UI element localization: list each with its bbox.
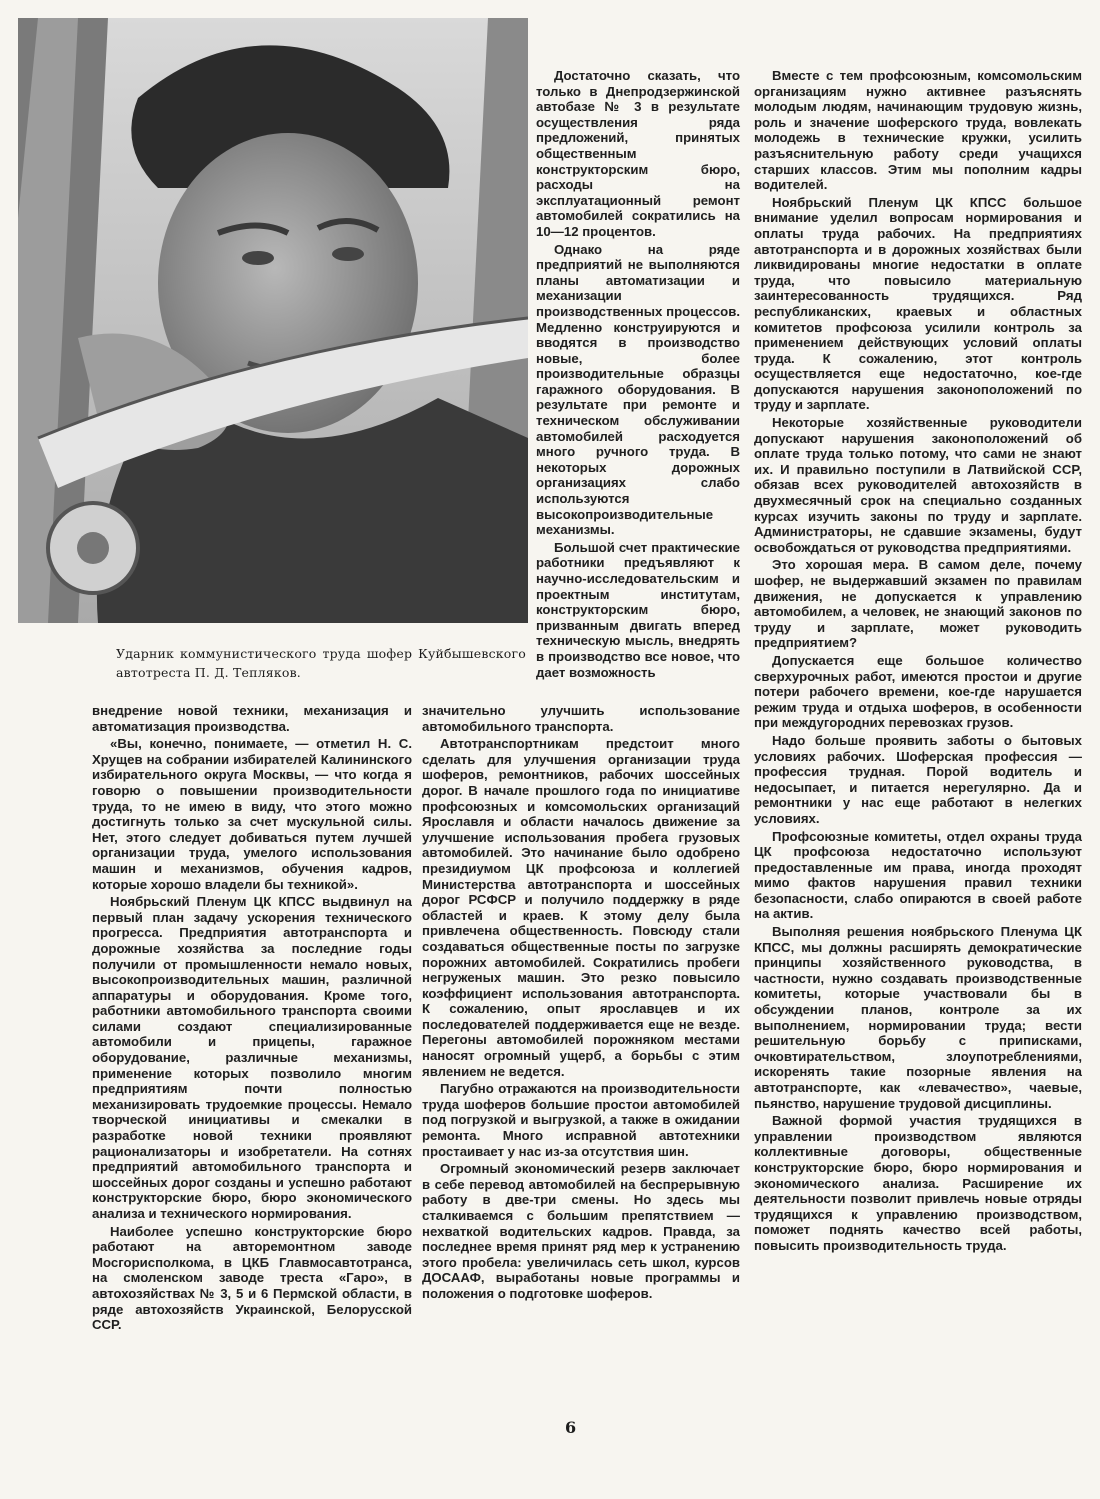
- paragraph: Выполняя решения ноябрьского Пленума ЦК КПСС, мы должны расширять демократические принципы хозяйственного руководства, в частности, нужно создавать производственные комитеты, которые участвовали бы в обсуждении планов, контроле за их выполнением, нормировании труда; вести решительную борьбу с приписками, очковтирательством, злоупотреблениями, искоренять такие позорные явления на автотранспорте, как «левачество», чаевые, пьянство, нарушение трудовой дисциплины.: [754, 924, 1082, 1111]
- paragraph: Ноябрьский Пленум ЦК КПСС большое внимание уделил вопросам нормирования и оплаты труда рабочих. На предприятиях автотранспорта и в дорожных хозяйствах были ликвидированы многие недостатки в оплате труда, что повысило материальную заинтересованность трудящихся. Ряд республиканских, краевых и областных комитетов профсоюза усилили контроль за применением действующих условий оплаты труда. К сожалению, этот контроль осуществляется еще недостаточно, кое-где допускаются нарушения законоположений по труду и зарплате.: [754, 194, 1082, 413]
- paragraph: Наиболее успешно конструкторские бюро работают на авторемонтном заводе Мосгорисполкома, в ЦКБ Главмосавтотранса, на смоленском заводе треста «Гаро», в автохозяйствах № 3, 5 и 6 Пермской области, в ряде автохозяйств Украинской, Белорусской ССР.: [92, 1223, 412, 1333]
- paragraph: Вместе с тем профсоюзным, комсомольским организациям нужно активнее разъяснять молодым людям, начинающим трудовую жизнь, роль и значение шоферского труда, вовлекать молодежь в технические кружки, усилить разъяснительную работу среди учащихся старших классов. Этим мы пополним кадры водителей.: [754, 68, 1082, 193]
- text-column-1: [92, 703, 412, 1335]
- paragraph: Допускается еще большое количество сверхурочных работ, имеются простои и другие потери рабочего времени, кое-где нарушается режим труда и отдыха шоферов, в особенности при междугородних перевозках грузов.: [754, 652, 1082, 731]
- text-column-3: [754, 68, 1082, 1256]
- paragraph: внедрение новой техники, механизация и автоматизация производства.: [92, 703, 412, 734]
- text-column-2-top: [536, 68, 740, 682]
- text-column-2-bottom: [422, 703, 740, 1304]
- paragraph: Ноябрьский Пленум ЦК КПСС выдвинул на первый план задачу ускорения технического прогресса. Предприятия автотранспорта и дорожные хозяйства за последние годы получили от промышленности немало новых, высокопроизводительных машин, различной аппаратуры и оборудования. Кроме того, работники автомобильного транспорта своими силами создают специализированные автомобили и прицепы, гаражное оборудование, различные механизмы, применение которых позволило многим предприятиям почти полностью механизировать трудоемкие процессы. Немало творческой инициативы и смекалки в разработке новой техники проявляют рационализаторы и изобретатели. На сотнях предприятий автомобильного транспорта и шоссейных дорог созданы и успешно работают конструкторские бюро, бюро экономического анализа и технического нормирования.: [92, 894, 412, 1221]
- paragraph: Важной формой участия трудящихся в управлении производством являются коллективные договоры, общественные конструкторские бюро, бюро нормирования и экономического анализа. Расширение их деятельности позволит привлечь новые отряды трудящихся к управлению производством, поможет поднять качество всей работы, повысить производительность труда.: [754, 1113, 1082, 1253]
- paragraph: Это хорошая мера. В самом деле, почему шофер, не выдержавший экзамен по правилам движения, не допускается к управлению автомобилем, а человек, не знающий законов по труду и зарплате, может руководить предприятием?: [754, 557, 1082, 651]
- driver-photo: [18, 18, 528, 623]
- driver-photo-illustration: [18, 18, 528, 623]
- page-number: 6: [565, 1418, 577, 1437]
- paragraph: Надо больше проявить заботы о бытовых условиях рабочих. Шоферская профессия — профессия трудная. Порой водитель и недосыпает, и питается нерегулярно. Да и ремонтники у нас еще работают в нелегких условиях.: [754, 732, 1082, 826]
- paragraph: Достаточно сказать, что только в Днепродзержинской автобазе № 3 в результате осуществления ряда предложений, принятых общественным конструкторским бюро, расходы на эксплуатационный ремонт автомобилей сократились на 10—12 процентов.: [536, 68, 740, 239]
- paragraph: значительно улучшить использование автомобильного транспорта.: [422, 703, 740, 734]
- photo-caption: [116, 644, 526, 682]
- caption-text: Ударник коммунистического труда шофер Куйбышевского автотреста П. Д. Тепляков.: [116, 646, 526, 680]
- paragraph: Некоторые хозяйственные руководители допускают нарушения законоположений об оплате труда только потому, что сами не знают их. И правильно поступили в Латвийской ССР, обязав всех руководителей автохозяйств в двухмесячный срок на специально созданных курсах изучить законы по труду и зарплате. Администраторы, не сдавшие экзамены, будут освобождаться от руководства предприятиями.: [754, 415, 1082, 555]
- paragraph: Большой счет практические работники предъявляют к научно-исследовательским и проектным институтам, конструкторским бюро, призванным двигать вперед техническую мысль, внедрять в производство все новое, что дает возможность: [536, 539, 740, 680]
- paragraph: Огромный экономический резерв заключает в себе перевод автомобилей на беспрерывную работу в две-три смены. Но здесь мы сталкиваемся с большим препятствием — нехваткой водительских кадров. Правда, за последнее время принят ряд мер к устранению этого пробела: увеличилась сеть школ, курсов ДОСААФ, выработаны новые программы и положения о подготовке шоферов.: [422, 1161, 740, 1301]
- paragraph: Автотранспортникам предстоит много сделать для улучшения организации труда шоферов, ремонтников, рабочих шоссейных дорог. В начале прошлого года по инициативе профсоюзных и комсомольских организаций Ярославля и области началось движение за улучшение использования пробега грузовых автомобилей. Это начинание было одобрено президиумом ЦК профсоюза и коллегией Министерства автотранспорта и шоссейных дорог РСФСР и получило поддержку в ряде областей и краев. К этому делу была привлечена общественность. Повсюду стали создаваться общественные посты по загрузке порожних автомобилей. Сократились пробеги негруженых машин. Это резко повысило коэффициент использования автотранспорта. К сожалению, опыт ярославцев и их последователей поддерживается еще не везде. Перегоны автомобилей порожняком местами наносят огромный ущерб, а борьбы с этим явлением не ведется.: [422, 736, 740, 1079]
- paragraph: «Вы, конечно, понимаете, — отметил Н. С. Хрущев на собрании избирателей Калининского избирательного округа Москвы, — что когда я говорю о повышении производительности труда, то не имею в виду, что этого можно достигнуть только за счет мускульной силы. Нет, этого следует добиваться путем лучшей организации труда, умелого использования машин и механизмов, обучения кадров, которые хорошо владели бы техникой».: [92, 736, 412, 892]
- paragraph: Однако на ряде предприятий не выполняются планы автоматизации и механизации производственных процессов. Медленно конструируются и вводятся в производство новые, более производительные образцы гаражного оборудования. В результате при ремонте и техническом обслуживании автомобилей расходуется много ручного труда. В некоторых дорожных организациях слабо используются высокопроизводительные механизмы.: [536, 241, 740, 538]
- paragraph: Профсоюзные комитеты, отдел охраны труда ЦК профсоюза недостаточно используют предоставленные им права, иногда проходят мимо фактов нарушения правил техники безопасности, слабо опираются в своей работе на актив.: [754, 828, 1082, 922]
- paragraph: Пагубно отражаются на производительности труда шоферов большие простои автомобилей под погрузкой и выгрузкой, а также в ожидании ремонта. Много исправной автотехники простаивает у нас из-за отсутствия шин.: [422, 1081, 740, 1159]
